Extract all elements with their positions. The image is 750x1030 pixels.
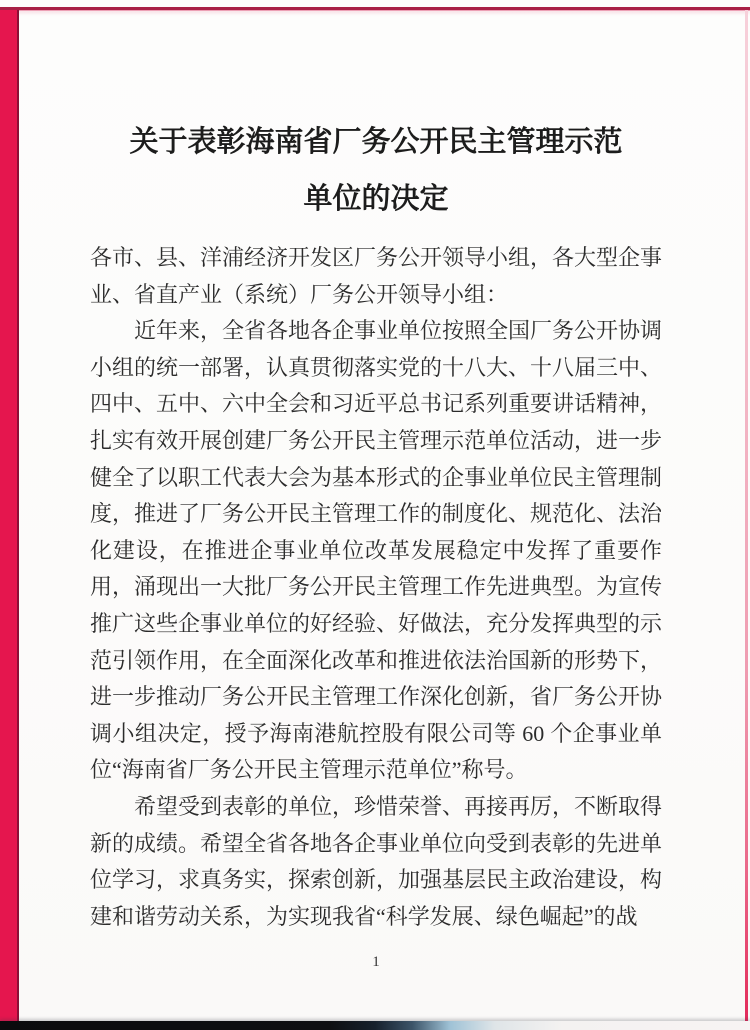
document-title-line2: 单位的决定 xyxy=(303,183,449,215)
scan-bottom-edge xyxy=(0,1021,750,1030)
scan-right-rule xyxy=(745,10,748,1021)
document-title-line1: 关于表彰海南省厂务公开民主管理示范 xyxy=(129,126,623,158)
page-number: 1 xyxy=(372,954,380,971)
document-content xyxy=(90,114,662,971)
scan-left-spine xyxy=(0,10,19,1030)
body-paragraph-1: 近年来，全省各地各企事业单位按照全国厂务公开协调小组的统一部署，认真贯彻落实党的十八大、十八届三中、四中、五中、六中全会和习近平总书记系列重要讲话精神，扎实有效开展创建厂务公开民主管理示范单位活动，进一步健全了以职工代表大会为基本形式的企事业单位民主管理制度，推进了厂务公开民主管理工作的制度化、规范化、法治化建设，在推进企事业单位改革发展稳定中发挥了重要作用，涌现出一大批厂务公开民主管理工作先进典型。为宣传推广这些企事业单位的好经验、好做法，充分发挥典型的示范引领作用，在全面深化改革和推进依法治国新的形势下，进一步推动厂务公开民主管理工作深化创新，省厂务公开协调小组决定，授予海南港航控股有限公司等 60 个企事业单位“海南省厂务公开民主管理示范单位”称号。 xyxy=(90,318,663,783)
document-title xyxy=(90,114,662,228)
scan-top-rule xyxy=(0,7,750,10)
body-paragraph-2: 希望受到表彰的单位，珍惜荣誉、再接再厉，不断取得新的成绩。希望全省各地各企事业单位向受到表彰的先进单位学习，求真务实，探索创新，加强基层民主政治建设，构建和谐劳动关系，为实现我省“科学发展、绿色崛起”的战 xyxy=(90,793,663,929)
salutation-paragraph: 各市、县、洋浦经济开发区厂务公开领导小组，各大型企事业、省直产业（系统）厂务公开领导小组： xyxy=(90,245,663,307)
document-body xyxy=(90,240,662,935)
